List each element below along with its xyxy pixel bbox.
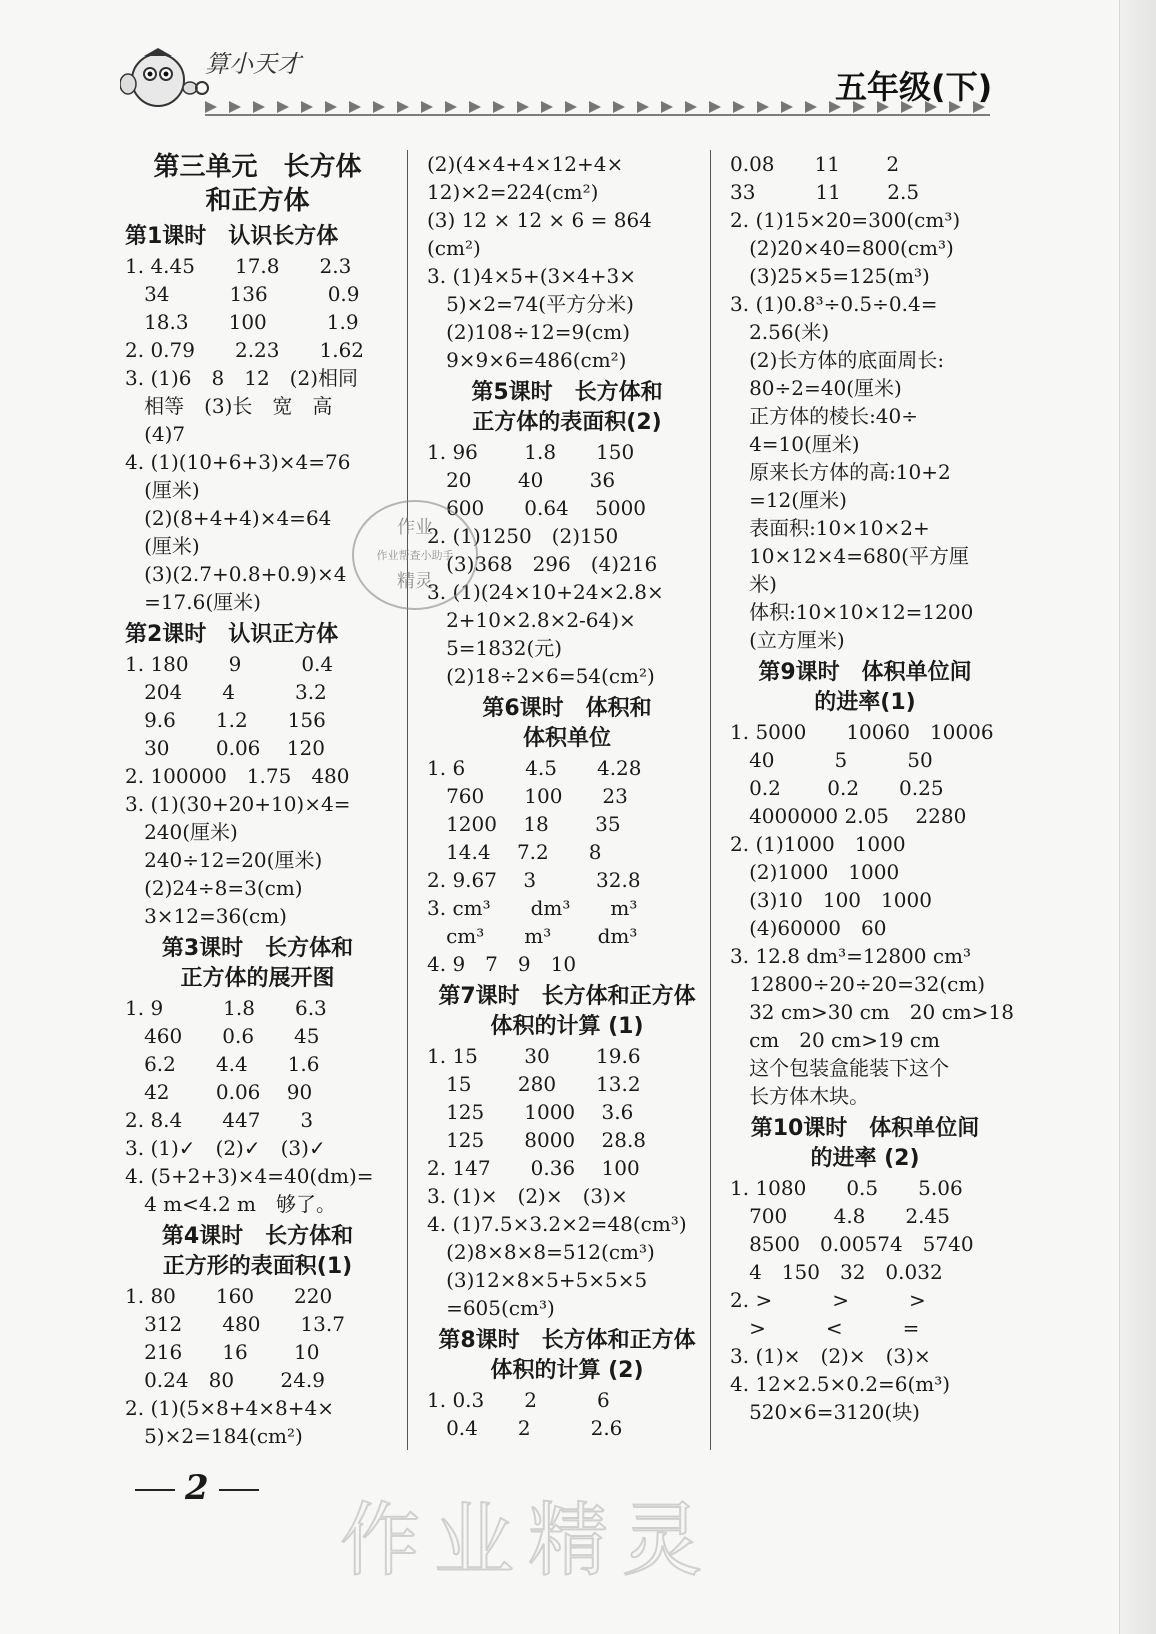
lesson-answers <box>730 718 1014 1110</box>
arrow-icon <box>901 101 913 113</box>
lesson-subtitle: 体积的计算 (2) <box>490 1358 644 1383</box>
answer-line: 4. (1)7.5×3.2×2=48(cm³) <box>427 1212 687 1236</box>
arrow-icon <box>829 101 841 113</box>
answer-column-1 <box>125 150 390 1450</box>
arrow-icon <box>229 101 241 113</box>
answer-column-3 <box>730 150 1014 1426</box>
answer-line: 10×12×4=680(平方厘 <box>730 544 969 568</box>
answer-line: 3. (1)4×5+(3×4+3× <box>427 264 636 288</box>
answer-line: 这个包装盒能装下这个 <box>730 1056 950 1080</box>
answer-line: 3. (1)× (2)× (3)× <box>730 1344 931 1368</box>
answer-line: cm³ m³ dm³ <box>427 924 638 948</box>
stamp-text: 作业 <box>397 517 433 538</box>
arrow-icon <box>925 101 937 113</box>
answer-line: 长方体木块。 <box>730 1084 870 1108</box>
lesson-answers <box>427 754 707 978</box>
answer-line: 40 5 50 <box>730 748 933 772</box>
arrow-icon <box>853 101 865 113</box>
arrow-icon <box>517 101 529 113</box>
arrow-icon <box>973 101 985 113</box>
answer-line: 33 11 2.5 <box>730 180 920 204</box>
lesson-subtitle: 体积单位 <box>522 726 611 751</box>
answer-line: 240÷12=20(厘米) <box>125 848 323 872</box>
grade-label: 五年级(下) <box>835 68 993 106</box>
arrow-icon <box>637 101 649 113</box>
arrow-icon <box>325 101 337 113</box>
arrow-icon <box>565 101 577 113</box>
answer-line: 42 0.06 90 <box>125 1080 313 1104</box>
answer-line: 240(厘米) <box>125 820 238 844</box>
stamp-text: 精灵 <box>397 571 433 592</box>
arrow-icon <box>301 101 313 113</box>
answer-line: 2. 9.67 3 32.8 <box>427 868 641 892</box>
answer-line: 600 0.64 5000 <box>427 496 647 520</box>
answer-line: 2.56(米) <box>730 320 830 344</box>
lesson-title: 第6课时 体积和 <box>482 696 652 721</box>
answer-line: (cm²) <box>427 236 481 260</box>
lesson-title: 第3课时 长方体和 <box>161 936 354 961</box>
page-number-value: 2 <box>185 1468 209 1508</box>
answer-line: (3)368 296 (4)216 <box>427 552 658 576</box>
answer-line: (厘米) <box>125 534 200 558</box>
answer-line: 2. 147 0.36 100 <box>427 1156 640 1180</box>
lesson-answers <box>427 1386 707 1442</box>
answer-line: 2. (1)(5×8+4×8+4× <box>125 1396 334 1420</box>
answer-line: 3×12=36(cm) <box>125 904 287 928</box>
answer-line: (2)1000 1000 <box>730 860 900 884</box>
answer-line: 体积:10×10×12=1200 <box>730 600 974 624</box>
lesson-title: 第4课时 长方体和 <box>161 1224 354 1249</box>
lesson-answers <box>125 650 390 930</box>
answer-line: 1. 5000 10060 10006 <box>730 720 994 744</box>
lesson-title: 第10课时 体积单位间 <box>750 1116 980 1141</box>
answer-line: (2)8×8×8=512(cm³) <box>427 1240 655 1264</box>
answer-line: 1. 0.3 2 6 <box>427 1388 610 1412</box>
arrow-icon <box>277 101 289 113</box>
answer-line: 80÷2=40(厘米) <box>730 376 902 400</box>
answer-line: (2)(8+4+4)×4=64 <box>125 506 332 530</box>
page-number-dash <box>135 1489 175 1491</box>
answer-line: 4000000 2.05 2280 <box>730 804 967 828</box>
arrow-icon <box>613 101 625 113</box>
answer-line: 0.08 11 2 <box>730 152 900 176</box>
answer-line: 4. (5+2+3)×4=40(dm)= <box>125 1164 374 1188</box>
answer-line: 312 480 13.7 <box>125 1312 345 1336</box>
answer-line: 0.4 2 2.6 <box>427 1416 623 1440</box>
lesson-title: 第7课时 长方体和正方体 <box>438 984 696 1009</box>
answer-line: 1200 18 35 <box>427 812 621 836</box>
answer-line: (4)7 <box>125 422 186 446</box>
arrow-icon <box>421 101 433 113</box>
answer-line: 30 0.06 120 <box>125 736 325 760</box>
answer-line: 9.6 1.2 156 <box>125 708 326 732</box>
answer-line: 8500 0.00574 5740 <box>730 1232 974 1256</box>
arrow-icon <box>541 101 553 113</box>
decorative-arrow-row <box>205 98 990 116</box>
answer-line: 0.24 80 24.9 <box>125 1368 325 1392</box>
answer-line: 1. 15 30 19.6 <box>427 1044 641 1068</box>
answer-line: 3. (1)✓ (2)✓ (3)✓ <box>125 1136 326 1160</box>
arrow-icon <box>949 101 961 113</box>
answer-line: cm 20 cm>19 cm <box>730 1028 940 1052</box>
arrow-icon <box>205 101 217 113</box>
continued-answers <box>730 150 1000 654</box>
column-divider <box>710 150 711 1450</box>
arrow-icon <box>757 101 769 113</box>
answer-line: 5)×2=74(平方分米) <box>427 292 634 316</box>
answer-line: 1. 4.45 17.8 2.3 <box>125 254 352 278</box>
arrow-icon <box>493 101 505 113</box>
answer-line: 20 40 36 <box>427 468 616 492</box>
answer-line: 2. > > > <box>730 1288 926 1312</box>
lesson-title: 第1课时 认识长方体 <box>125 224 339 249</box>
answer-line: (3)25×5=125(m³) <box>730 264 930 288</box>
answer-line: (2)18÷2×6=54(cm²) <box>427 664 655 688</box>
answer-line: 700 4.8 2.45 <box>730 1204 950 1228</box>
lesson-title: 第2课时 认识正方体 <box>125 622 339 647</box>
answer-line: 125 8000 28.8 <box>427 1128 647 1152</box>
arrow-icon <box>349 101 361 113</box>
answer-line: 3. cm³ dm³ m³ <box>427 896 638 920</box>
lesson-subtitle: 正方形的表面积(1) <box>162 1254 353 1279</box>
answer-line: (厘米) <box>125 478 200 502</box>
answer-line: (4)60000 60 <box>730 916 887 940</box>
answer-line: 0.2 0.2 0.25 <box>730 776 944 800</box>
answer-line: 2. (1)1250 (2)150 <box>427 524 619 548</box>
lesson-title: 第8课时 长方体和正方体 <box>438 1328 696 1353</box>
logo-text: 算小天才 <box>205 50 301 78</box>
answer-line: 12)×2=224(cm²) <box>427 180 599 204</box>
answer-line: 460 0.6 45 <box>125 1024 320 1048</box>
answer-line: 5)×2=184(cm²) <box>125 1424 303 1448</box>
lesson-answers <box>125 1282 390 1450</box>
answer-line: 相等 (3)长 宽 高 <box>125 394 333 418</box>
answer-line: 5=1832(元) <box>427 636 563 660</box>
lesson-answers <box>427 1042 707 1322</box>
answer-line: 2. 100000 1.75 480 <box>125 764 350 788</box>
answer-line: 2+10×2.8×2-64)× <box>427 608 636 632</box>
answer-line: 6.2 4.4 1.6 <box>125 1052 320 1076</box>
lesson-subtitle: 的进率(1) <box>814 690 916 715</box>
answer-line: 3. 12.8 dm³=12800 cm³ <box>730 944 972 968</box>
answer-line: =605(cm³) <box>427 1296 555 1320</box>
answer-line: 2. (1)1000 1000 <box>730 832 906 856</box>
arrow-icon <box>733 101 745 113</box>
arrow-icon <box>253 101 265 113</box>
watermark-stamp-icon <box>345 495 485 615</box>
answer-line: 520×6=3120(块) <box>730 1400 920 1424</box>
watermark-text: 作业精灵 <box>340 1494 716 1587</box>
arrow-icon <box>589 101 601 113</box>
arrow-icon <box>709 101 721 113</box>
answer-line: 4. 12×2.5×0.2=6(m³) <box>730 1372 951 1396</box>
answer-line: (2)长方体的底面周长: <box>730 348 945 372</box>
arrow-icon <box>781 101 793 113</box>
answer-line: 2. 8.4 447 3 <box>125 1108 314 1132</box>
answer-line: (2)20×40=800(cm³) <box>730 236 954 260</box>
answer-line: 12800÷20÷20=32(cm) <box>730 972 986 996</box>
unit-title: 和正方体 <box>205 186 310 216</box>
answer-line: (3)12×8×5+5×5×5 <box>427 1268 648 1292</box>
answer-line: 2. 0.79 2.23 1.62 <box>125 338 365 362</box>
lesson-title: 第9课时 体积单位间 <box>758 660 972 685</box>
answer-line: 3. (1)(24×10+24×2.8× <box>427 580 664 604</box>
answer-line: 3. (1)× (2)× (3)× <box>427 1184 628 1208</box>
answer-line: 1. 180 9 0.4 <box>125 652 334 676</box>
answer-line: 1. 6 4.5 4.28 <box>427 756 642 780</box>
arrow-icon <box>373 101 385 113</box>
answer-line: 216 16 10 <box>125 1340 320 1364</box>
answer-line: 4=10(厘米) <box>730 432 860 456</box>
lesson-subtitle: 正方体的展开图 <box>180 966 335 991</box>
answer-line: 表面积:10×10×2+ <box>730 516 930 540</box>
answer-line: > < = <box>730 1316 920 1340</box>
answer-line: 125 1000 3.6 <box>427 1100 634 1124</box>
lesson-title: 第5课时 长方体和 <box>471 380 663 405</box>
answer-line: (立方厘米) <box>730 628 845 652</box>
lesson-subtitle: 的进率 (2) <box>810 1146 920 1171</box>
answer-line: =17.6(厘米) <box>125 590 261 614</box>
answer-line: (2)24÷8=3(cm) <box>125 876 303 900</box>
answer-line: =12(厘米) <box>730 488 847 512</box>
arrow-icon <box>805 101 817 113</box>
answer-line: 1. 1080 0.5 5.06 <box>730 1176 963 1200</box>
answer-line: (3) 12 × 12 × 6 = 864 <box>427 208 652 232</box>
answer-line: 4 m<4.2 m 够了。 <box>125 1192 337 1216</box>
lesson-subtitle: 正方体的表面积(2) <box>472 410 662 435</box>
arrow-icon <box>397 101 409 113</box>
answer-line: 15 280 13.2 <box>427 1072 641 1096</box>
answer-line: 14.4 7.2 8 <box>427 840 602 864</box>
answer-line: 4 150 32 0.032 <box>730 1260 943 1284</box>
arrow-icon <box>445 101 457 113</box>
answer-line: (3)(2.7+0.8+0.9)×4 <box>125 562 347 586</box>
stamp-text: 作业帮查小助手 <box>376 549 454 562</box>
answer-line: 9×9×6=486(cm²) <box>427 348 627 372</box>
answer-line: 32 cm>30 cm 20 cm>18 <box>730 1000 1014 1024</box>
answer-line: 1. 80 160 220 <box>125 1284 333 1308</box>
answer-line: 正方体的棱长:40÷ <box>730 404 919 428</box>
answer-line: (3)10 100 1000 <box>730 888 932 912</box>
answer-line: 1. 96 1.8 150 <box>427 440 635 464</box>
continued-answers <box>427 150 707 374</box>
page-number-dash <box>219 1489 259 1491</box>
page-number <box>125 1468 269 1508</box>
answer-line: 4. 9 7 9 10 <box>427 952 577 976</box>
answer-line: 原来长方体的高:10+2 <box>730 460 951 484</box>
arrow-icon <box>877 101 889 113</box>
unit-title: 第三单元 长方体 <box>153 152 362 182</box>
answer-column-2 <box>427 150 707 1442</box>
answer-line: (2)(4×4+4×12+4× <box>427 152 624 176</box>
answer-line: (2)108÷12=9(cm) <box>427 320 631 344</box>
answer-line: 3. (1)0.8³÷0.5÷0.4= <box>730 292 938 316</box>
answer-line: 1. 9 1.8 6.3 <box>125 996 327 1020</box>
answer-line: 3. (1)(30+20+10)×4= <box>125 792 351 816</box>
answer-line: 米) <box>730 572 777 596</box>
arrow-icon <box>661 101 673 113</box>
answer-line: 204 4 3.2 <box>125 680 327 704</box>
arrow-icon <box>685 101 697 113</box>
answer-line: 760 100 23 <box>427 784 628 808</box>
lesson-answers <box>730 1174 1000 1426</box>
answer-line: 18.3 100 1.9 <box>125 310 359 334</box>
page-edge <box>1119 0 1156 1634</box>
answer-line: 34 136 0.9 <box>125 282 360 306</box>
lesson-subtitle: 体积的计算 (1) <box>490 1014 644 1039</box>
lesson-answers <box>125 994 390 1218</box>
arrow-icon <box>469 101 481 113</box>
answer-line: 3. (1)6 8 12 (2)相同 <box>125 366 358 390</box>
answer-line: 2. (1)15×20=300(cm³) <box>730 208 961 232</box>
column-divider <box>407 150 408 1450</box>
answer-line: 4. (1)(10+6+3)×4=76 <box>125 450 351 474</box>
